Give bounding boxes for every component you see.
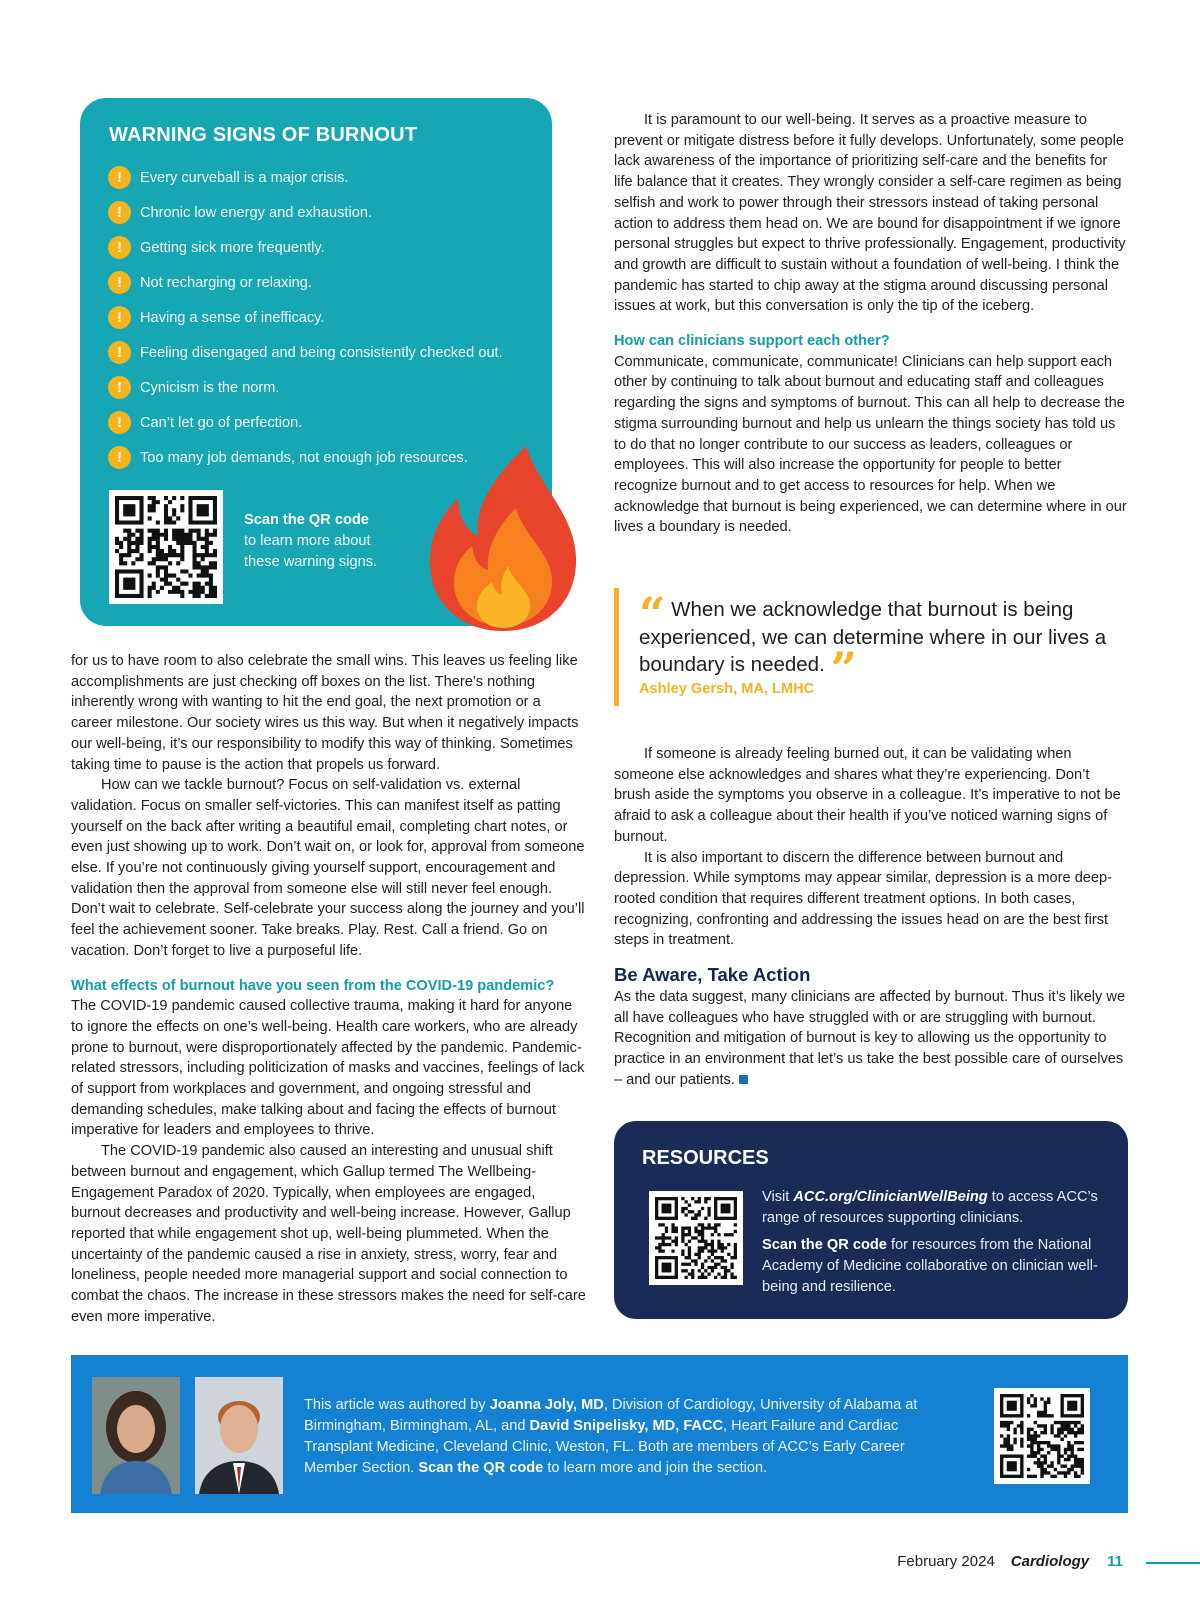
- author-name: Joanna Joly, MD: [489, 1397, 604, 1413]
- warning-qr-code[interactable]: [109, 490, 223, 604]
- warning-item: [108, 265, 503, 300]
- right-column-top: [614, 110, 1128, 538]
- quote-body: When we acknowledge that burnout is being experienced, we can determine where in our lives a boundary is needed.: [639, 598, 1107, 676]
- qr-cta-bold: Scan the QR code: [244, 512, 369, 528]
- author-qr-code[interactable]: [994, 1388, 1090, 1484]
- exclamation-icon: !: [108, 446, 131, 469]
- resources-visit: [762, 1187, 1102, 1229]
- qr-finder: [1002, 1456, 1022, 1476]
- paragraph: Communicate, communicate, communicate! Clinicians can help support each other by continuing to talk about burnout and educating staff and colleagues regarding the signs and symptoms of burnout. This can all help to decrease the stigma surrounding burnout and help us unlearn the things society has told us to do that no longer contribute to our success as leaders, colleagues or employees. This will also increase the opportunity for people to better recognize burnout and to get access to resources for help. When we acknowledge that burnout is being experienced, we can determine where in our lives a boundary is needed.: [614, 353, 1127, 536]
- right-column-middle: [614, 744, 1128, 951]
- scan-bold: Scan the QR code: [762, 1237, 887, 1253]
- paragraph: It is paramount to our well-being. It serves as a proactive measure to prevent or mitigate distress before it fully develops. Unfortunately, some people lack awareness of the importance of prioritizing self-care and the benefits for life balance that it creates. They wrongly consider a self-care regimen as being selfish and work to power through their stressors instead of taking personal action to address them head on. We are bound for disappointment if we ignore personal struggles but expect to thrive professionally. Engagement, productivity and growth are difficult to sustain without a foundation of well-being. I think the pandemic has started to chip away at the stigma around discussing personal issues at work, but this conversation is only the tip of the iceberg.: [614, 112, 1126, 315]
- warning-item-label: Cynicism is the norm.: [140, 379, 280, 396]
- resources-text: [762, 1187, 1102, 1298]
- open-quote-icon: “: [639, 587, 666, 641]
- page-footer: [897, 1553, 1123, 1570]
- flame-icon: [428, 446, 578, 631]
- resources-box: [614, 1121, 1128, 1319]
- author-photo-joly: [92, 1377, 180, 1494]
- qr-finder: [117, 498, 141, 522]
- end-mark-icon: [739, 1075, 748, 1084]
- resources-link[interactable]: ACC.org/ClinicianWellBeing: [793, 1189, 988, 1205]
- subheading: What effects of burnout have you seen from the COVID-19 pandemic?: [71, 977, 555, 994]
- paragraph-text: As the data suggest, many clinicians are affected by burnout. Thus it’s likely we all have colleagues who have struggled with or are struggling with burnout. Recognition and mitigation of burnout is key to allowing us the opportunity to practice in an environment that let’s us take the best possible care of ourselves – and our patients.: [614, 989, 1126, 1088]
- magazine-name: Cardiology: [1010, 1553, 1090, 1570]
- warning-item-label: Feeling disengaged and being consistently checked out.: [140, 344, 503, 361]
- pull-quote: [614, 588, 1133, 706]
- paragraph: How can we tackle burnout? Focus on self-validation vs. external validation. Focus on smaller self-victories. This can manifest itself as patting yourself on the back after writing a beautiful email, completing chart notes, or even just showing up to work. Don’t wait on, or look for, approval from someone else. If you’re not continuously giving yourself support, encouragement and validation then the approval from someone else will still never feel enough. Don’t wait to celebrate. Self-celebrate your success along the journey and you’ll feel the achievement sooner. Take breaks. Play. Rest. Call a friend. Go on vacation. Don’t forget to live a purposeful life.: [71, 777, 585, 959]
- credit-text: to learn more and join the section.: [543, 1460, 768, 1476]
- scan-bold: Scan the QR code: [418, 1460, 544, 1476]
- qr-finder: [716, 1199, 736, 1219]
- qr-finder: [1062, 1396, 1082, 1416]
- warning-qr-caption: [244, 510, 377, 573]
- resources-qr-code[interactable]: [649, 1191, 743, 1285]
- exclamation-icon: !: [108, 376, 131, 399]
- section-heading: Be Aware, Take Action: [614, 964, 811, 985]
- resources-scan: [762, 1235, 1102, 1298]
- warning-item: [108, 370, 503, 405]
- be-aware-section: [614, 963, 1128, 1091]
- qr-finder: [190, 498, 214, 522]
- subheading: How can clinicians support each other?: [614, 333, 890, 350]
- exclamation-icon: !: [108, 201, 131, 224]
- warning-item: [108, 335, 503, 370]
- warning-item-label: Not recharging or relaxing.: [140, 274, 312, 291]
- visit-rest: to access ACC’s range of resources supporting clinicians.: [762, 1189, 1098, 1226]
- qr-cta-line: these warning signs.: [244, 554, 378, 570]
- paragraph: for us to have room to also celebrate the small wins. This leaves us feeling like accomplishments are just checking off boxes on the list. There’s nothing inherently wrong with wanting to hit the end goal, the next promotion or a career milestone. Our society wires us this way. But when it negatively impacts our well-being, it’s our responsibility to modify this way of thinking. Sometimes taking time to pause is the action that propels us forward.: [71, 653, 579, 773]
- warning-item-label: Having a sense of inefficacy.: [140, 309, 325, 326]
- qr-finder: [1002, 1396, 1022, 1416]
- scan-rest: for resources from the National Academy of Medicine collaborative on clinician well-being and resilience.: [762, 1237, 1098, 1295]
- author-bar: [71, 1355, 1128, 1513]
- credit-text: , Heart Failure and Cardiac Transplant Medicine, Cleveland Clinic, Weston, FL. Both are members of ACC’s Early Career Member Section.: [304, 1418, 905, 1476]
- paragraph: The COVID-19 pandemic caused collective trauma, making it hard for anyone to ignore the effects on one’s well-being. Health care workers, who are already prone to burnout, were disproportionately affected by the pandemic. Pandemic-related stressors, including politicization of masks and vaccines, feelings of lack of support from workplaces and government, and ongoing stressful and demanding schedules, make talking about and facing the effects of burnout imperative for leaders and employees to thrive.: [71, 998, 585, 1139]
- warning-item-label: Chronic low energy and exhaustion.: [140, 204, 373, 221]
- author-photo-snipelisky: [195, 1377, 283, 1494]
- warning-item-label: Can’t let go of perfection.: [140, 414, 303, 431]
- exclamation-icon: !: [108, 341, 131, 364]
- paragraph: If someone is already feeling burned out, it can be validating when someone else acknowledges and shares what they’re experiencing. Don’t brush aside the symptoms you observe in a colleague. It’s imperative to not be afraid to ask a colleague about their health if you’ve noticed warning signs of burnout.: [614, 746, 1121, 845]
- warning-item: [108, 230, 503, 265]
- paragraph: The COVID-19 pandemic also caused an interesting and unusual shift between burnout and engagement, which Gallup termed The Wellbeing-Engagement Paradox of 2020. Typically, when employees are engaged, burnout decreases and productivity and well-being increase. However, Gallup reported that while engagement shot up, well-being plummeted. When the uncertainty of the pandemic caused a rise in anxiety, stress, worry, fear and loneliness, people needed more managerial support and social connection to combat the chaos. The increase in these stressors makes the need for self-care even more imperative.: [71, 1143, 586, 1325]
- warning-item-label: Getting sick more frequently.: [140, 239, 325, 256]
- resources-title: RESOURCES: [642, 1147, 769, 1169]
- exclamation-icon: !: [108, 271, 131, 294]
- qr-cta-line: to learn more about: [244, 533, 371, 549]
- warning-item-label: Every curveball is a major crisis.: [140, 169, 349, 186]
- exclamation-icon: !: [108, 411, 131, 434]
- pull-quote-attribution: Ashley Gersh, MA, LMHC: [639, 681, 815, 697]
- warning-list: [108, 160, 503, 475]
- exclamation-icon: !: [108, 166, 131, 189]
- left-column: [71, 651, 586, 1328]
- qr-finder: [117, 571, 141, 595]
- close-quote-icon: ”: [830, 642, 857, 696]
- exclamation-icon: !: [108, 306, 131, 329]
- credit-text: This article was authored by: [304, 1397, 490, 1413]
- warning-item: [108, 405, 503, 440]
- warning-item: [108, 300, 503, 335]
- author-name: David Snipelisky, MD, FACC: [529, 1418, 724, 1434]
- warning-item: [108, 195, 503, 230]
- paragraph: It is also important to discern the difference between burnout and depression. While symptoms may appear similar, depression is a more deep-rooted condition that requires different treatment options. In both cases, recognizing, confronting and addressing the issues head on are the best first steps in treatment.: [614, 849, 1113, 949]
- qr-finder: [657, 1258, 677, 1278]
- author-credit: [304, 1395, 934, 1479]
- page-number: 11: [1107, 1553, 1123, 1570]
- warning-title: WARNING SIGNS OF BURNOUT: [109, 124, 418, 146]
- issue-date: February 2024: [897, 1553, 995, 1570]
- credit-text: , Division of Cardiology, University of Alabama at Birmingham, Birmingham, AL, and: [304, 1397, 918, 1434]
- warning-item-label: Too many job demands, not enough job resources.: [140, 449, 468, 466]
- footer-rule: [1146, 1562, 1200, 1564]
- visit-label: Visit: [762, 1189, 790, 1205]
- exclamation-icon: !: [108, 236, 131, 259]
- paragraph: [614, 987, 1128, 1091]
- warning-item: [108, 160, 503, 195]
- qr-finder: [657, 1199, 677, 1219]
